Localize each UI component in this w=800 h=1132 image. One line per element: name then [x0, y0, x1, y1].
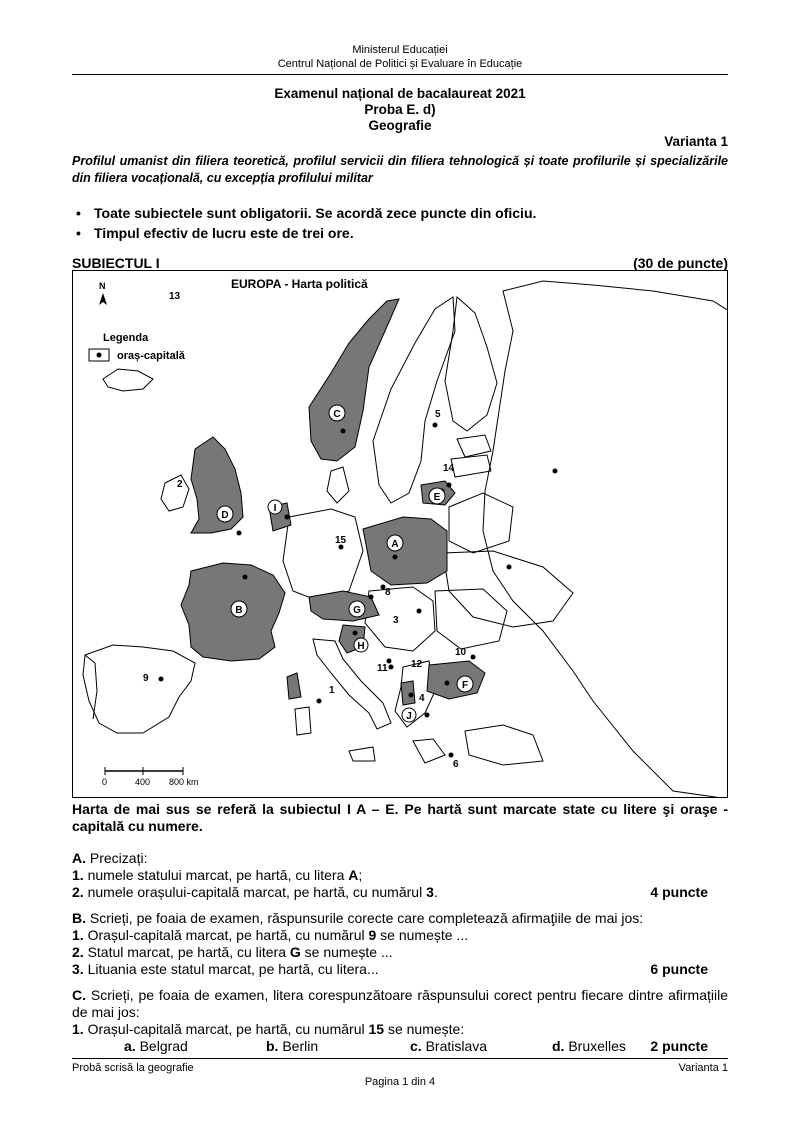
part-b-points: 6 puncte — [650, 961, 708, 977]
part-a-points: 4 puncte — [650, 884, 708, 900]
state-letter-g: G — [353, 605, 361, 616]
city-number-2: 2 — [177, 479, 183, 490]
header-rule — [72, 74, 728, 75]
part-c-prompt: C. Scrieți, pe foaia de examen, litera corespunzătoare răspunsului corect pentru fiecare dintre afirmațiile de mai jos: — [72, 987, 728, 1020]
italy-outline — [313, 639, 391, 729]
city-number-4: 4 — [419, 693, 425, 704]
footer-rule — [72, 1058, 728, 1059]
city-number-15: 15 — [335, 535, 347, 546]
part-c-option-b: b. Berlin — [266, 1038, 319, 1054]
exam-profile: Profilul umanist din filiera teoretică, profilul servicii din filiera tehnologică și toate profilurile și specializările din filiera vocațională, cu excepția profilului militar — [72, 154, 728, 185]
section-title: SUBIECTUL I — [72, 255, 160, 271]
footer-left: Probă scrisă la geografie — [72, 1062, 194, 1074]
state-letter-c: C — [333, 409, 341, 420]
city-number-14: 14 — [443, 463, 455, 474]
state-letter-h: H — [357, 641, 365, 652]
city-number-12: 12 — [411, 659, 423, 670]
iceland-outline — [103, 369, 153, 391]
state-letter-a: A — [391, 539, 399, 550]
legend-title: Legenda — [103, 332, 149, 344]
legend-item: oraș-capitală — [117, 350, 185, 362]
ukraine-outline — [443, 551, 573, 627]
city-number-10: 10 — [455, 647, 467, 658]
belarus-outline — [449, 493, 513, 553]
iberia-outline — [83, 645, 195, 733]
instruction-bullet-2: • — [76, 225, 81, 241]
city-number-13: 13 — [169, 291, 181, 302]
state-letter-j: J — [406, 711, 412, 722]
state-letter-e: E — [433, 492, 441, 503]
portugal-border — [85, 655, 97, 719]
city-number-9: 9 — [143, 673, 149, 684]
center-name: Centrul Național de Politici și Evaluare în Educație — [277, 58, 523, 70]
city-number-6: 6 — [453, 759, 459, 770]
part-b-item-2: 2. Statul marcat, pe hartă, cu litera G se numește ... — [72, 944, 393, 960]
europe-political-map — [72, 270, 728, 798]
part-a-item-2: 2. numele orașului-capitală marcat, pe hartă, cu numărul 3. — [72, 884, 438, 900]
exam-proba: Proba E. d) — [364, 102, 436, 117]
footer-page: Pagina 1 din 4 — [364, 1076, 436, 1088]
svg-text:800 km: 800 km — [169, 777, 199, 787]
svg-text:400: 400 — [135, 777, 151, 787]
north-arrow-icon — [99, 281, 107, 305]
greece-south-outline — [413, 739, 445, 763]
exam-title: Examenul național de bacalaureat 2021 — [274, 86, 526, 101]
state-f-bulgaria — [427, 661, 485, 699]
scale-bar — [102, 767, 199, 787]
instruction-2: Timpul efectiv de lucru este de trei ore. — [94, 225, 354, 241]
legend-dot — [97, 353, 102, 358]
part-c-option-c: c. Bratislava — [410, 1038, 488, 1054]
ministry-name: Ministerul Educației — [352, 44, 448, 56]
latvia-outline — [451, 455, 491, 477]
russia-outline — [483, 281, 728, 798]
state-d-uk — [191, 437, 243, 533]
exam-subject: Geografie — [368, 118, 432, 133]
footer-right: Varianta 1 — [678, 1062, 728, 1074]
exam-variant: Varianta 1 — [664, 134, 728, 149]
turkey-outline — [465, 725, 543, 765]
part-a-prompt: A. Precizați: — [72, 850, 148, 866]
germany-outline — [283, 509, 363, 601]
hungary-serbia-outline — [365, 587, 435, 651]
city-number-5: 5 — [435, 409, 441, 420]
estonia-outline — [457, 435, 491, 457]
part-b-item-3: 3. Lituania este statul marcat, pe hartă, cu litera... — [72, 961, 379, 977]
part-a-item-1: 1. numele statului marcat, pe hartă, cu litera A; — [72, 867, 363, 883]
part-c-option-a: a. Belgrad — [124, 1038, 188, 1054]
part-b-prompt: B. Scrieți, pe foaia de examen, răspunsurile corecte care completează afirmaţiile de mai jos: — [72, 910, 644, 926]
svg-text:N: N — [99, 281, 106, 291]
romania-outline — [435, 589, 507, 649]
ireland-outline — [161, 475, 189, 511]
map-title: EUROPA - Harta politică — [231, 277, 368, 291]
sardinia-outline — [295, 707, 311, 735]
instruction-1: Toate subiectele sunt obligatorii. Se acordă zece puncte din oficiu. — [94, 205, 537, 221]
state-letter-f: F — [461, 680, 469, 691]
state-letter-b: B — [235, 605, 243, 616]
map-note: Harta de mai sus se referă la subiectul I A – E. Pe hartă sunt marcate state cu litere şi oraşe - capitală cu numere. — [72, 801, 728, 834]
city-number-1: 1 — [329, 685, 335, 696]
section-points: (30 de puncte) — [633, 255, 728, 271]
sicily-outline — [349, 747, 375, 761]
denmark-outline — [327, 467, 349, 503]
corsica-shaded — [287, 673, 301, 699]
state-j-macedonia — [401, 681, 415, 705]
part-b-item-1: 1. Orașul-capitală marcat, pe hartă, cu numărul 9 se numește ... — [72, 927, 469, 943]
state-c-norway — [309, 299, 399, 461]
finland-outline — [445, 297, 497, 431]
svg-text:0: 0 — [102, 777, 108, 787]
state-letter-d: D — [221, 510, 229, 521]
city-number-8: 8 — [385, 587, 391, 598]
instruction-bullet-1: • — [76, 205, 81, 221]
part-c-option-d: d. Bruxelles — [552, 1038, 626, 1054]
state-letter-i: I — [273, 503, 277, 514]
city-number-11: 11 — [377, 663, 388, 674]
state-a-poland — [363, 517, 447, 585]
city-number-3: 3 — [393, 615, 399, 626]
part-c-item-1: 1. Orașul-capitală marcat, pe hartă, cu numărul 15 se numește: — [72, 1021, 465, 1037]
part-c-points: 2 puncte — [650, 1038, 708, 1054]
